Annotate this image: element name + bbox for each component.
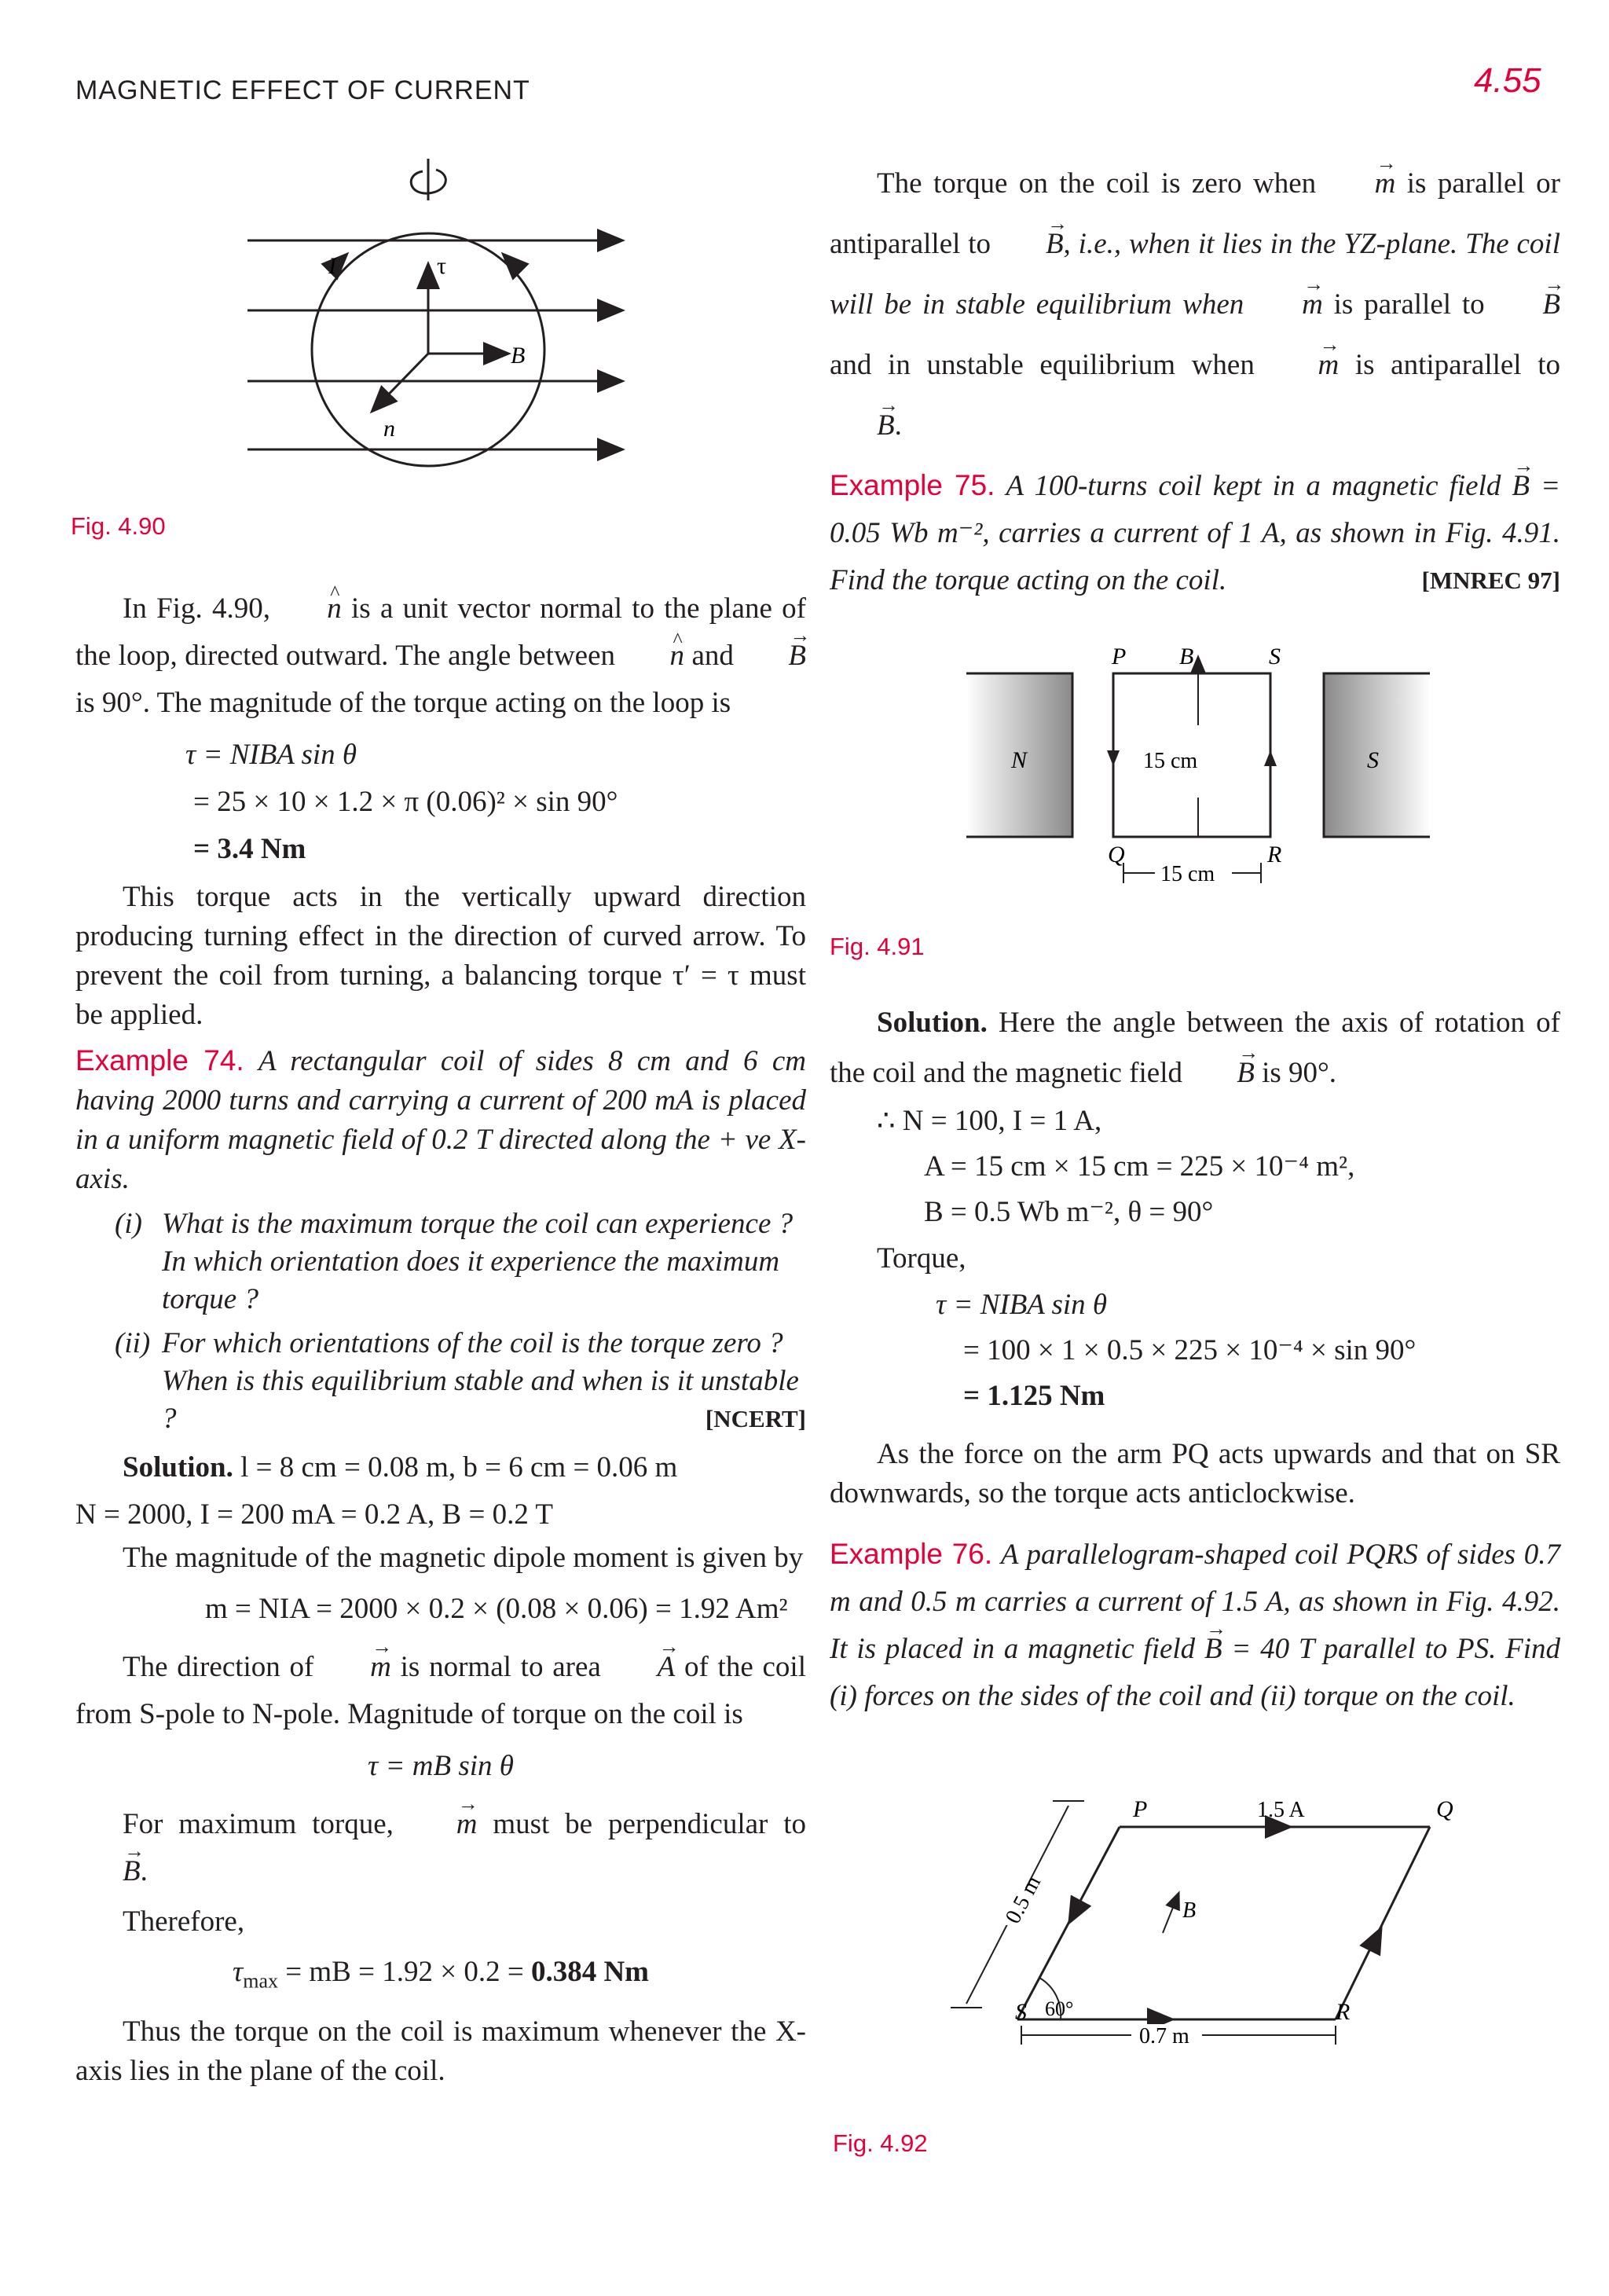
- solution-74-line-1: Solution. l = 8 cm = 0.08 m, b = 6 cm = 0.06 m: [123, 1451, 678, 1484]
- solution-75-paragraph: Solution. Here the angle between the axis of rotation of the coil and the magnetic field → B is 90°.: [830, 998, 1560, 1098]
- figure-4-90-caption: Fig. 4.90: [71, 512, 166, 540]
- equation-max-torque: $\tau_{max}$ = mB = 1.92 × 0.2 = 0.384 Nm: [233, 1956, 649, 1993]
- fig91-pole-S: S: [1367, 747, 1379, 773]
- solution-74-paragraph: The magnitude of the magnetic dipole moment is given by: [123, 1542, 804, 1574]
- figure-4-92: [943, 1784, 1477, 2067]
- fig91-label-R: R: [1267, 842, 1282, 867]
- fig92-current: 1.5 A: [1257, 1798, 1305, 1822]
- figure-4-90: [236, 157, 644, 487]
- equation-torque: τ = mB sin θ: [368, 1750, 514, 1782]
- fig91-pole-N: N: [1011, 747, 1028, 773]
- fig92-label-P: P: [1133, 1796, 1148, 1822]
- equation-result: = 3.4 Nm: [193, 833, 306, 865]
- solution-74-line-2: N = 2000, I = 200 mA = 0.2 A, B = 0.2 T: [75, 1498, 554, 1531]
- solution-74-direction: The direction of → m is normal to area → A of the coil from S-pole to N-pole. Magnitude of torque on the coil is: [75, 1644, 806, 1738]
- example-75: Example 75. A 100-turns coil kept in a magnetic field → B = 0.05 Wb m⁻², carries a current of 1 A, as shown in Fig. 4.91. Find the torque acting on the coil. [MNREC 97]: [830, 462, 1560, 604]
- equation-dipole-moment: m = NIA = 2000 × 0.2 × (0.08 × 0.06) = 1.92 Am²: [205, 1593, 788, 1625]
- solution-74-therefore: Therefore,: [123, 1905, 245, 1938]
- fig90-label-B: B: [511, 343, 526, 369]
- fig91-label-P: P: [1112, 644, 1127, 669]
- running-header: MAGNETIC EFFECT OF CURRENT: [75, 75, 530, 105]
- fig92-angle: 60°: [1045, 1997, 1074, 2020]
- figure-4-91-caption: Fig. 4.91: [830, 933, 925, 960]
- page-number: 4.55: [1474, 61, 1541, 100]
- fig92-label-R: R: [1336, 1999, 1351, 2025]
- fig92-bottom-length: 0.7 m: [1139, 2024, 1189, 2048]
- fig91-label-Q: Q: [1108, 842, 1125, 867]
- solution-75-conclusion: As the force on the arm PQ acts upwards and that on SR downwards, so the torque acts anticlockwise.: [830, 1438, 1560, 1509]
- n-hat-symbol: ^ n: [280, 585, 342, 633]
- figure-4-92-caption: Fig. 4.92: [833, 2129, 928, 2157]
- right-column-bottom: [830, 998, 1560, 1720]
- example-74-part-ii: (ii) For which orientations of the coil is the torque zero ? When is this equilibrium stable and when is it unstable ? [NCERT]: [115, 1327, 806, 1435]
- fig92-label-S: S: [1015, 1999, 1027, 2025]
- solution-75-equations: τ = NIBA sin θ = 100 × 1 × 0.5 × 225 × 10⁻⁴ × sin 90° = 1.125 Nm: [936, 1289, 1417, 1412]
- example-76: Example 76. A parallelogram-shaped coil PQRS of sides 0.7 m and 0.5 m carries a current of 1.5 A, as shown in Fig. 4.92. It is placed in a magnetic field → B = 40 T parallel to PS. Find (i) forces on the sides of the coil and (ii) torque on the coil.: [830, 1531, 1560, 1720]
- solution-75-given: ∴ N = 100, I = 1 A, A = 15 cm × 15 cm = 225 × 10⁻⁴ m², B = 0.5 Wb m⁻², θ = 90°: [877, 1105, 1355, 1228]
- fig92-label-B: B: [1182, 1898, 1197, 1923]
- fig90-label-I: I: [328, 253, 336, 279]
- solution-75-torque-label: Torque,: [877, 1242, 966, 1275]
- fig91-bottom-length: 15 cm: [1160, 862, 1215, 886]
- paragraph-fig90: In Fig. 4.90, ^ n is a unit vector normal to the plane of the loop, directed outward. The angle between ^ n and → B is 90°. The magnitude of the torque acting on the loop is: [75, 585, 806, 727]
- paragraph-balancing-torque: This torque acts in the vertically upward direction producing turning effect in the direction of curved arrow. To prevent the coil from turning, a balancing torque τ′ = τ must be applied.: [75, 881, 806, 1031]
- fig91-label-B: B: [1179, 644, 1194, 669]
- fig91-side-length: 15 cm: [1143, 749, 1198, 773]
- right-column-top: [830, 153, 1560, 604]
- figure-4-91: [962, 640, 1434, 908]
- equation-line: = 25 × 10 × 1.2 × π (0.06)² × sin 90°: [193, 786, 618, 818]
- fig92-side-length: 0.5 m: [1000, 1872, 1046, 1928]
- equation-line: τ = NIBA sin θ: [185, 739, 357, 771]
- fig92-label-Q: Q: [1436, 1796, 1453, 1822]
- fig90-label-tau: τ: [437, 253, 447, 279]
- paragraph-zero-torque: The torque on the coil is zero when → m is parallel or antiparallel to → B, i.e., when it lies in the YZ-plane. The coil will be in stable equilibrium when → m is parallel to → B and in unstable equilibrium when → m is antiparallel to → B.: [830, 153, 1560, 456]
- fig90-label-n: n: [383, 416, 395, 442]
- example-74-part-i: (i) What is the maximum torque the coil can experience ? In which orientation does it experience the maximum torque ?: [115, 1208, 794, 1315]
- left-column: [75, 585, 806, 2091]
- fig91-label-S: S: [1269, 644, 1281, 669]
- solution-74-max-torque: For maximum torque, → m must be perpendicular to → B.: [75, 1801, 806, 1895]
- example-74: Example 74. A rectangular coil of sides 8 cm and 6 cm having 2000 turns and carrying a current of 200 mA is placed in a uniform magnetic field of 0.2 T directed along the + ve X-axis.: [75, 1044, 806, 1195]
- solution-74-conclusion: Thus the torque on the coil is maximum whenever the X-axis lies in the plane of the coil.: [75, 2015, 806, 2088]
